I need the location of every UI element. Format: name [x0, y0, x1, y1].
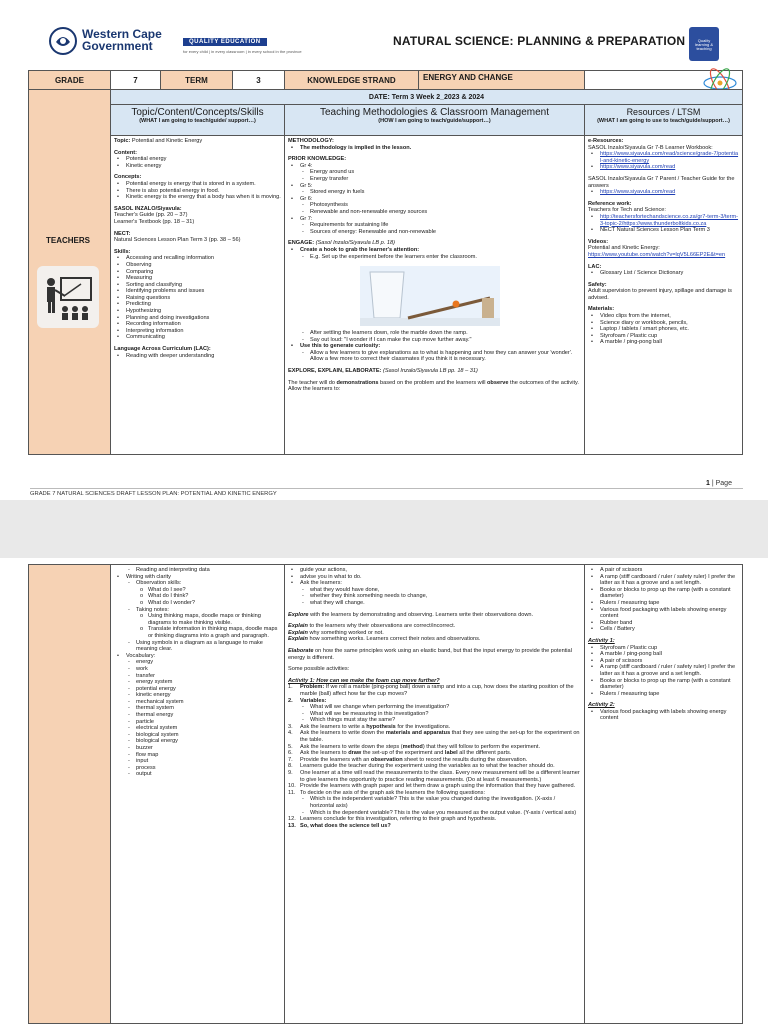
list-item: • Comparing: [114, 269, 281, 276]
vocab-item: - biological system: [114, 732, 281, 739]
list-item: • Cells / Battery: [588, 626, 739, 633]
list-item: • A pair of scissors: [588, 658, 739, 665]
resources-column-header: Resources / LTSM (WHAT I am going to use to teach/guide/support…): [584, 104, 743, 136]
resources-column-body: e-Resources: SASOL Inzalo/Siyavula Gr 7-B Learner Workbook: • https://www.siyavula.com/read/science/grade-7/potential-and-kinetic-energy • https://www.siyavula.com/read SASOL Inzalo/Siyavula Gr 7 Parent / Teacher Guide for the answers • https://www.siyavula.com/read Reference work: Teachers for Tech and Science: • http://teachersfortechandscience.co.za/gr7-term-3/term-3-topic-2/https://www.thunderboltkids.co.za • NECT Natural Sciences Lesson Plan Term 3 Videos: Potential and Kinetic Energy: https://www.youtube.com/watch?v=lqV5L66EP2E&t=en LAC: • Glossary List / Science Dictionary Safety: Adult supervision to prevent injury, spillage and damage is advised. Materials: • Video clips from the internet, • Science diary or workbook, pencils, • Laptop / tablets / smart phones, etc. • Styrofoam / Plastic cup • A marble / ping-pong ball: [584, 135, 743, 455]
page-2: [0, 558, 768, 1024]
list-item: • Accessing and recalling information: [114, 255, 281, 262]
vocab-item: - work: [114, 666, 281, 673]
list-item: • Kinetic energy is the energy that a body has when it is moving.: [114, 194, 281, 201]
list-item: • A ramp (stiff cardboard / ruler / safety ruler) I prefer the latter as it has a groove and a set length.: [588, 664, 739, 677]
footer-text: GRADE 7 NATURAL SCIENCES DRAFT LESSON PLAN: POTENTIAL AND KINETIC ENERGY: [30, 491, 277, 497]
resources-column-body-2: • A pair of scissors • A ramp (stiff cardboard / ruler / safety ruler) I prefer the latter as it has a groove and a set length. • Books or blocks to prop up the ramp (with a constant diameter) • Rulers / measuring tape • Various food packaging with labels showing energy content • Rubber band • Cells / Battery Activity 1: • Styrofoam / Plastic cup • A marble / ping-pong ball • A pair of scissors • A ramp (stiff cardboard / ruler / safety ruler) I prefer the latter as it has a groove and a set length. • Books or blocks to prop up the ramp (with a constant diameter) • Rulers / measuring tape Activity 2: • Various food packaging with labels showing energy content: [584, 564, 743, 1024]
date-row: DATE: Term 3 Week 2_2023 & 2024: [110, 89, 743, 105]
list-item: • Communicating: [114, 334, 281, 341]
list-item: • Raising questions: [114, 295, 281, 302]
government-name: Western Cape Government: [82, 27, 162, 53]
list-item: • Recording information: [114, 321, 281, 328]
vocab-item: - energy: [114, 659, 281, 666]
topic-column-body: Topic: Potential and Kinetic Energy Content: • Potential energy • Kinetic energy Concepts: • Potential energy is energy that is stored in a system. • There is also potential energy in food. • Kinetic energy is the energy that a body has when it is moving. SASOL INZALO/Siyavula: Teacher's Guide (pp. 20 – 37) Learner's Textbook (pp. 18 – 31) NECT: Natural Sciences Lesson Plan Term 3 (pp. 38 – 56) Skills: • Accessing and recalling information • Observing • Comparing • Measuring • Sorting and classifying • Identifying problems and issues • Raising questions • Predicting • Hypothesizing • Planning and doing investigations • Recording information • Interpreting information • Communicating Language Across Curriculum (LAC): • Reading with deeper understanding: [110, 135, 285, 455]
list-item: • Styrofoam / Plastic cup: [588, 333, 739, 340]
strand-value: ENERGY AND CHANGE: [418, 70, 585, 90]
list-item: • Books or blocks to prop up the ramp (with a constant diameter): [588, 587, 739, 600]
link[interactable]: https://www.siyavula.com/read: [600, 164, 676, 171]
topic-column-header: Topic/Content/Concepts/Skills (WHAT I am going to teach/guide/ support…): [110, 104, 285, 136]
list-item: • Rubber band: [588, 620, 739, 627]
list-item: • Planning and doing investigations: [114, 315, 281, 322]
list-item: • Styrofoam / Plastic cup: [588, 645, 739, 652]
vocab-item: - energy system: [114, 679, 281, 686]
list-item: • Predicting: [114, 301, 281, 308]
link[interactable]: https://www.siyavula.com/read: [600, 189, 676, 196]
list-item: • There is also potential energy in food.: [114, 188, 281, 195]
crest-icon: [48, 26, 78, 56]
teachers-side-column-2: [28, 564, 111, 1024]
vocab-item: - mechanical system: [114, 699, 281, 706]
document-title: NATURAL SCIENCE: PLANNING & PREPARATION: [393, 34, 686, 48]
vocab-item: - biological energy: [114, 738, 281, 745]
list-item: • Rulers / measuring tape: [588, 691, 739, 698]
method-column-body: METHODOLOGY: • The methodology is implied in the lesson. PRIOR KNOWLEDGE: • Gr 4: - Energy around us - Energy transfer • Gr 5: - Stored energy in fuels • Gr 6: - Photosynthesis - Renewable and non-renewable energy sources • Gr 7: - Requirements for sustaining life - Sources of energy: Renewable and non-renewable ENGAGE: (Sasol Inzalo/Siyavula LB p. 18) • Create a hook to grab the learner's attention: - E.g. Set up the experiment before the learners enter the classroom. - After settling the learners down, role the marble down the ramp. - Say out loud: "I wonder if I can make the cup move further away." • Use this to generate curiosity: - Allow a few learners to give explanations as to what is happening and how they can answer your 'wonder'. Allow a few more to correct their classmates if you think it is necessary. EXPLORE, EXPLAIN, ELABORATE: (Sasol Inzalo/Siyavula LB pp. 18 – 31) The teacher will do demonstrations based on the problem and the learners will observe the outcomes of the activity. Allow the learners to:: [284, 135, 585, 455]
footer-rule: [30, 488, 743, 489]
vocab-item: - output: [114, 771, 281, 778]
topic-column-body-2: - Reading and interpreting data • Writing with clarity - Observation skills: o What do I see? o What do I think? o What do I wonder? - Taking notes: o Using thinking maps, doodle maps or thinking diagrams to make thinking visible. o Translate information in thinking maps, doodle maps or thinking diagrams into a graph and paragraph. - Using symbols in a diagram as a language to make meaning clear. • Vocabulary: - energy - work - transfer - energy system - potential energy - kinetic energy - mechanical system - thermal system - thermal energy - particle - electrical system - biological system - biological energy - buzzer - flow map - input - process - output: [110, 564, 285, 1024]
list-item: • A marble / ping-pong ball: [588, 651, 739, 658]
link[interactable]: https://www.siyavula.com/read/science/grade-7/potential-and-kinetic-energy: [600, 151, 739, 164]
list-item: • Observing: [114, 262, 281, 269]
grade-label: GRADE: [28, 70, 111, 90]
link[interactable]: https://www.youtube.com/watch?v=lqV5L66EP2E&t=en: [588, 251, 726, 258]
list-item: • Reading with deeper understanding: [114, 353, 281, 360]
vocab-item: - electrical system: [114, 725, 281, 732]
teachers-label: TEACHERS: [45, 236, 90, 245]
vocab-item: - transfer: [114, 673, 281, 680]
list-item: • A marble / ping-pong ball: [588, 339, 739, 346]
quality-learning-badge: Quality learning & teaching: [689, 27, 719, 61]
list-item: • Measuring: [114, 275, 281, 282]
list-item: • A ramp (stiff cardboard / ruler / safety ruler) I prefer the latter as it has a groove and a set length.: [588, 574, 739, 587]
vocab-item: - process: [114, 765, 281, 772]
strand-label: KNOWLEDGE STRAND: [284, 70, 419, 90]
term-value: 3: [232, 70, 285, 90]
method-column-header: Teaching Methodologies & Classroom Management (HOW I am going to teach/guide/support…): [284, 104, 585, 136]
link[interactable]: http://teachersfortechandscience.co.za/gr7-term-3/term-3-topic-2/https://www.thunderboltkids.co.za: [600, 213, 739, 227]
list-item: • Books or blocks to prop up the ramp (with a constant diameter): [588, 678, 739, 691]
vocab-item: - flow map: [114, 752, 281, 759]
grade-value: 7: [110, 70, 161, 90]
list-item: • Video clips from the internet,: [588, 313, 739, 320]
list-item: • Science diary or workbook, pencils,: [588, 320, 739, 327]
list-item: • Rulers / measuring tape: [588, 600, 739, 607]
vocab-item: - particle: [114, 719, 281, 726]
ramp-experiment-illustration: [360, 266, 500, 326]
list-item: • A pair of scissors: [588, 567, 739, 574]
list-item: • Identifying problems and issues: [114, 288, 281, 295]
list-item: • Potential energy is energy that is stored in a system.: [114, 181, 281, 188]
term-label: TERM: [160, 70, 233, 90]
list-item: • Kinetic energy: [114, 163, 281, 170]
list-item: • Hypothesizing: [114, 308, 281, 315]
vocab-item: - thermal energy: [114, 712, 281, 719]
vocab-item: - buzzer: [114, 745, 281, 752]
page-gap: [0, 500, 768, 558]
list-item: • Sorting and classifying: [114, 282, 281, 289]
list-item: • Various food packaging with labels showing energy content: [588, 709, 739, 722]
vocab-item: - kinetic energy: [114, 692, 281, 699]
western-cape-logo: [48, 26, 180, 56]
page-number: 1 | Page: [706, 480, 732, 487]
list-item: • Potential energy: [114, 156, 281, 163]
list-item: • Laptop / tablets / smart phones, etc.: [588, 326, 739, 333]
quality-education-logo: QUALITY EDUCATION for every child | in every classroom | in every school in the province: [183, 39, 302, 54]
vocab-item: - thermal system: [114, 705, 281, 712]
list-item: • Interpreting information: [114, 328, 281, 335]
method-column-body-2: • guide your actions, • advise you in what to do. • Ask the learners: - what they would have done, - whether they think something needs to change, - what they will change. Explore with the learners by demonstrating and observing. Learners write their observations down. Explain to the learners why their observations are correct/incorrect. Explain why something worked or not. Explain how something works. Learners correct their notes and observations. Elaborate on how the same principles work using an elastic band, but that the input energy to provide the potential energy is different. Some possible activities: Activity 1: How can we make the foam cup move further? 1. Problem: If we roll a marble (ping-pong ball) down a ramp and into a cup, how does the starting position of the marble (ball) affect how far the cup moves? 2. Variables: - What will we change when performing the investigation? - What will we be measuring in this investigation? - Which things must stay the same? 3. Ask the learners to write a hypothesis for the investigations. 4. Ask the learners to write down the materials and apparatus that they see using the set-up for the experiment on the table. 5. Ask the learners to write down the steps (method) that they will follow to perform the experiment. 6. Ask the learners to draw the set-up of the experiment and label all the different parts. 7. Provide the learners with an observation sheet to record the results during the observation. 8. Learners guide the teacher during the experiment using the variables as to what the teacher should do. 9. One learner at a time will read the measurements to the class. Every new measurement will be a different learner to give learners the opportunity to practice reading measurements. (Do at least 6 measurements.) 10. Provide the learners with graph paper and let them draw a graph using the information that they have gathered. 11. To decide on the axis of the graph ask the learners the following questions: - Which is the independent variable? This is the value you changed during the investigation. (X-axis / horizontal axis) - Which is the dependent variable? This is the value you measured as the output value. (Y-axis / vertical axis) 12. Learners conclude for this investigation, referring to their graph and hypothesis. 13. So, what does the science tell us?: [284, 564, 585, 1024]
page-1: [0, 0, 768, 500]
vocab-item: - input: [114, 758, 281, 765]
list-item: • Various food packaging with labels showing energy content: [588, 607, 739, 620]
vocab-item: - potential energy: [114, 686, 281, 693]
teacher-presenting-icon: [37, 266, 99, 328]
